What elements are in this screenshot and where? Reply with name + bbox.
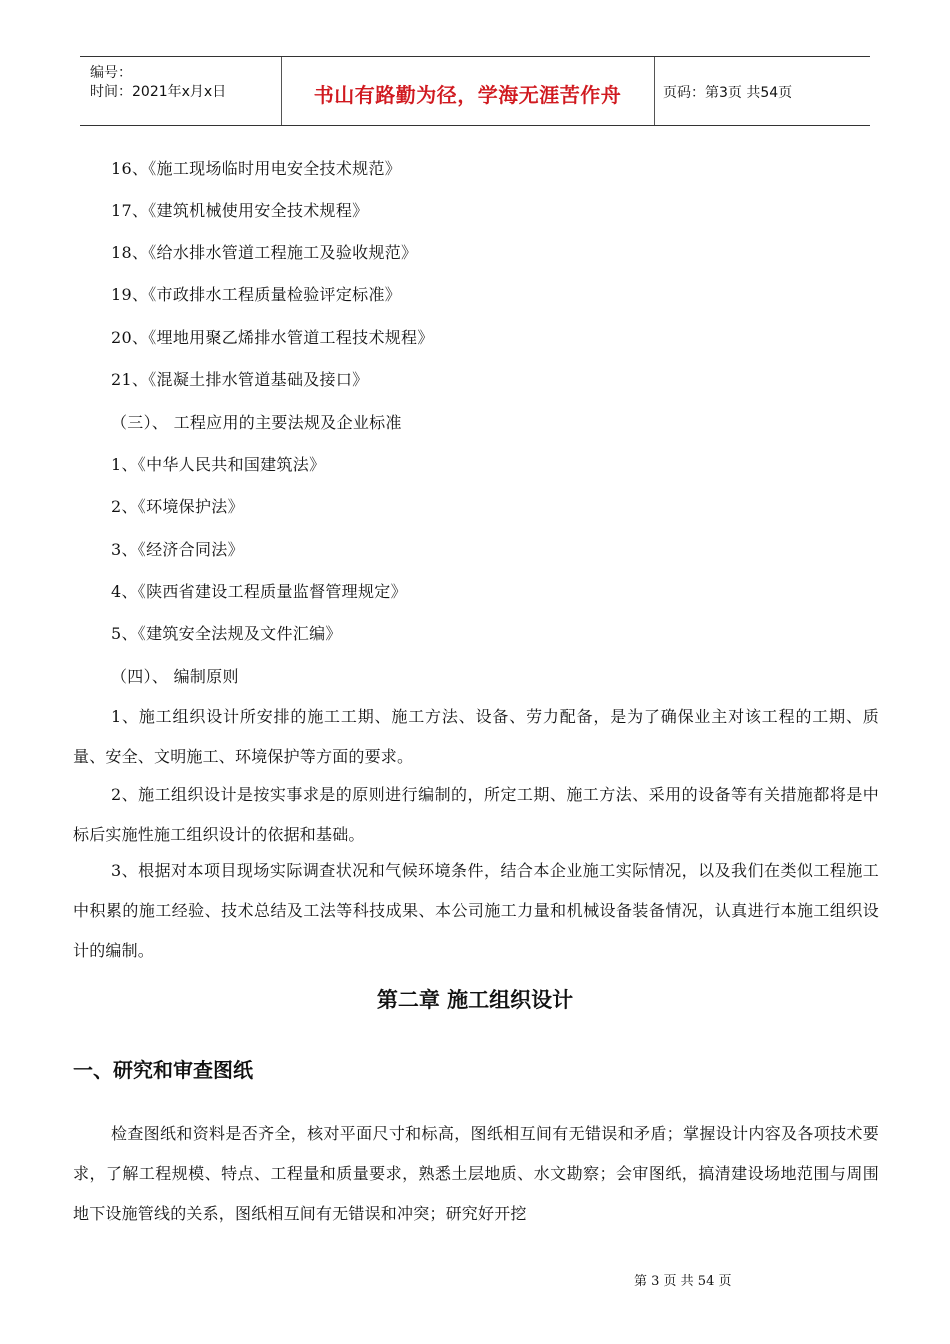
time-label: 时间：2021年x月x日: [90, 84, 227, 100]
list-item: 1、《中华人民共和国建筑法》: [111, 455, 326, 474]
section-title: 一、研究和审查图纸: [73, 1058, 253, 1082]
principle-paragraph: 1、施工组织设计所安排的施工工期、施工方法、设备、劳力配备，是为了确保业主对该工程的工期、质量、安全、文明施工、环境保护等方面的要求。: [73, 707, 879, 766]
section-heading-4: （四）、 编制原则: [111, 667, 239, 686]
list-item: 3、《经济合同法》: [111, 540, 244, 559]
header-page-cell: [655, 57, 870, 125]
list-item: 21、《混凝土排水管道基础及接口》: [111, 370, 369, 389]
section-heading-3: （三）、 工程应用的主要法规及企业标准: [111, 413, 402, 432]
list-item: 18、《给水排水管道工程施工及验收规范》: [111, 243, 418, 262]
list-item: 2、《环境保护法》: [111, 497, 244, 516]
motto: 书山有路勤为径，学海无涯苦作舟: [313, 83, 622, 107]
header-meta-cell: [80, 57, 282, 125]
number-label: 编号：: [90, 65, 132, 81]
header-motto-cell: [281, 57, 655, 125]
list-item: 17、《建筑机械使用安全技术规程》: [111, 201, 369, 220]
page-footer: 第 3 页 共 54 页: [634, 1274, 732, 1289]
principle-paragraph: 3、根据对本项目现场实际调查状况和气候环境条件，结合本企业施工实际情况，以及我们在类似工程施工中积累的施工经验、技术总结及工法等科技成果、本公司施工力量和机械设备装备情况，认真进行本施工组织设计的编制。: [73, 861, 879, 960]
list-item: 19、《市政排水工程质量检验评定标准》: [111, 285, 402, 304]
list-item: 5、《建筑安全法规及文件汇编》: [111, 624, 342, 643]
chapter-title: 第二章 施工组织设计: [376, 988, 574, 1012]
list-item: 20、《埋地用聚乙烯排水管道工程技术规程》: [111, 328, 434, 347]
list-item: 4、《陕西省建设工程质量监督管理规定》: [111, 582, 407, 601]
list-item: 16、《施工现场临时用电安全技术规范》: [111, 159, 402, 178]
principle-paragraph: 2、施工组织设计是按实事求是的原则进行编制的，所定工期、施工方法、采用的设备等有关措施都将是中标后实施性施工组织设计的依据和基础。: [73, 785, 879, 844]
page-header: [80, 56, 870, 126]
body-paragraph: 检查图纸和资料是否齐全，核对平面尺寸和标高，图纸相互间有无错误和矛盾；掌握设计内容及各项技术要求，了解工程规模、特点、工程量和质量要求，熟悉土层地质、水文勘察；会审图纸，搞清建设场地范围与周围地下设施管线的关系，图纸相互间有无错误和冲突；研究好开挖: [73, 1124, 879, 1223]
page-number-label: 页码：第3页 共54页: [663, 85, 793, 101]
